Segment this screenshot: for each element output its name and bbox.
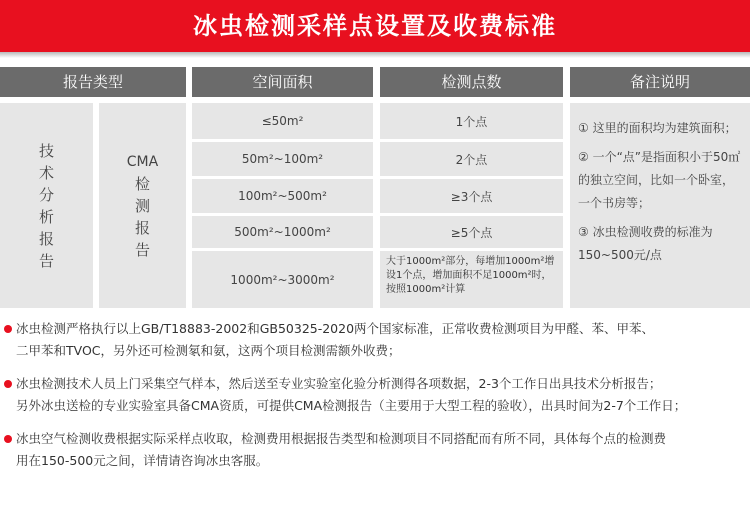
tech-char: 分 bbox=[38, 185, 54, 204]
tech-char: 术 bbox=[38, 163, 54, 182]
bullet-text: 冰虫检测技术人员上门采集空气样本，然后送至专业实验室化验分析测得各项数据，2-3个工作日出具技术分析报告； 另外冰虫送检的专业实验室具备CMA资质，可提供CMA检测报告（主要用于大型工程的验收），出具时间为2-7个工作日； bbox=[16, 376, 687, 413]
bullet-text: 冰虫检测严格执行以上GB/T18883-2002和GB50325-2020两个国家标准，正常收费检测项目为甲醛、苯、甲苯、 二甲苯和TVOC，另外还可检测氡和氨，这两个项目检测需额外收费； bbox=[16, 321, 655, 358]
note-item: ① 这里的面积均为建筑面积； bbox=[578, 121, 737, 135]
tech-char: 报 bbox=[38, 229, 54, 248]
points-cell: ≥3个点 bbox=[380, 179, 563, 213]
cma-label: CMA bbox=[126, 153, 159, 170]
list-item bbox=[0, 428, 750, 472]
cma-char: 检 bbox=[134, 174, 150, 193]
points-cell: 2个点 bbox=[380, 142, 563, 176]
cma-char: 告 bbox=[134, 240, 150, 259]
note-item: ② 一个“点”是指面积小于50㎡的独立空间，比如一个卧室，一个书房等； bbox=[578, 150, 741, 210]
page-title: 冰虫检测采样点设置及收费标准 bbox=[0, 0, 750, 52]
cma-char: 报 bbox=[134, 218, 150, 237]
tech-char: 告 bbox=[38, 251, 54, 270]
list-item bbox=[0, 318, 750, 362]
header-points: 检测点数 bbox=[380, 67, 563, 97]
note-item: ③ 冰虫检测收费的标准为150~500元/点 bbox=[578, 225, 713, 262]
points-cell: 1个点 bbox=[380, 103, 563, 139]
header-area: 空间面积 bbox=[192, 67, 373, 97]
area-cell: ≤50m² bbox=[192, 103, 373, 139]
banner-shadow bbox=[0, 52, 750, 58]
tech-char: 技 bbox=[38, 141, 54, 160]
report-type-cma bbox=[99, 103, 186, 308]
cma-char: 测 bbox=[134, 196, 150, 215]
bullet-dot-icon bbox=[4, 435, 12, 443]
header-notes: 备注说明 bbox=[570, 67, 750, 97]
list-item bbox=[0, 373, 750, 417]
area-cell: 500m²~1000m² bbox=[192, 216, 373, 248]
area-cell: 100m²~500m² bbox=[192, 179, 373, 213]
report-type-tech bbox=[0, 103, 93, 308]
bullet-text: 冰虫空气检测收费根据实际采样点收取，检测费用根据报告类型和检测项目不同搭配而有所不同，具体每个点的检测费 用在150-500元之间，详情请咨询冰虫客服。 bbox=[16, 431, 667, 468]
notes-block bbox=[570, 103, 750, 308]
tech-char: 析 bbox=[38, 207, 54, 226]
header-report-type: 报告类型 bbox=[0, 67, 186, 97]
bullet-dot-icon bbox=[4, 325, 12, 333]
bullet-list bbox=[0, 318, 750, 483]
area-cell: 1000m²~3000m² bbox=[192, 251, 373, 308]
points-cell-large-area: 大于1000m²部分，每增加1000m²增设1个点，增加面积不足1000m²时，按照1000m²计算 bbox=[380, 251, 563, 308]
points-cell: ≥5个点 bbox=[380, 216, 563, 248]
bullet-dot-icon bbox=[4, 380, 12, 388]
area-cell: 50m²~100m² bbox=[192, 142, 373, 176]
